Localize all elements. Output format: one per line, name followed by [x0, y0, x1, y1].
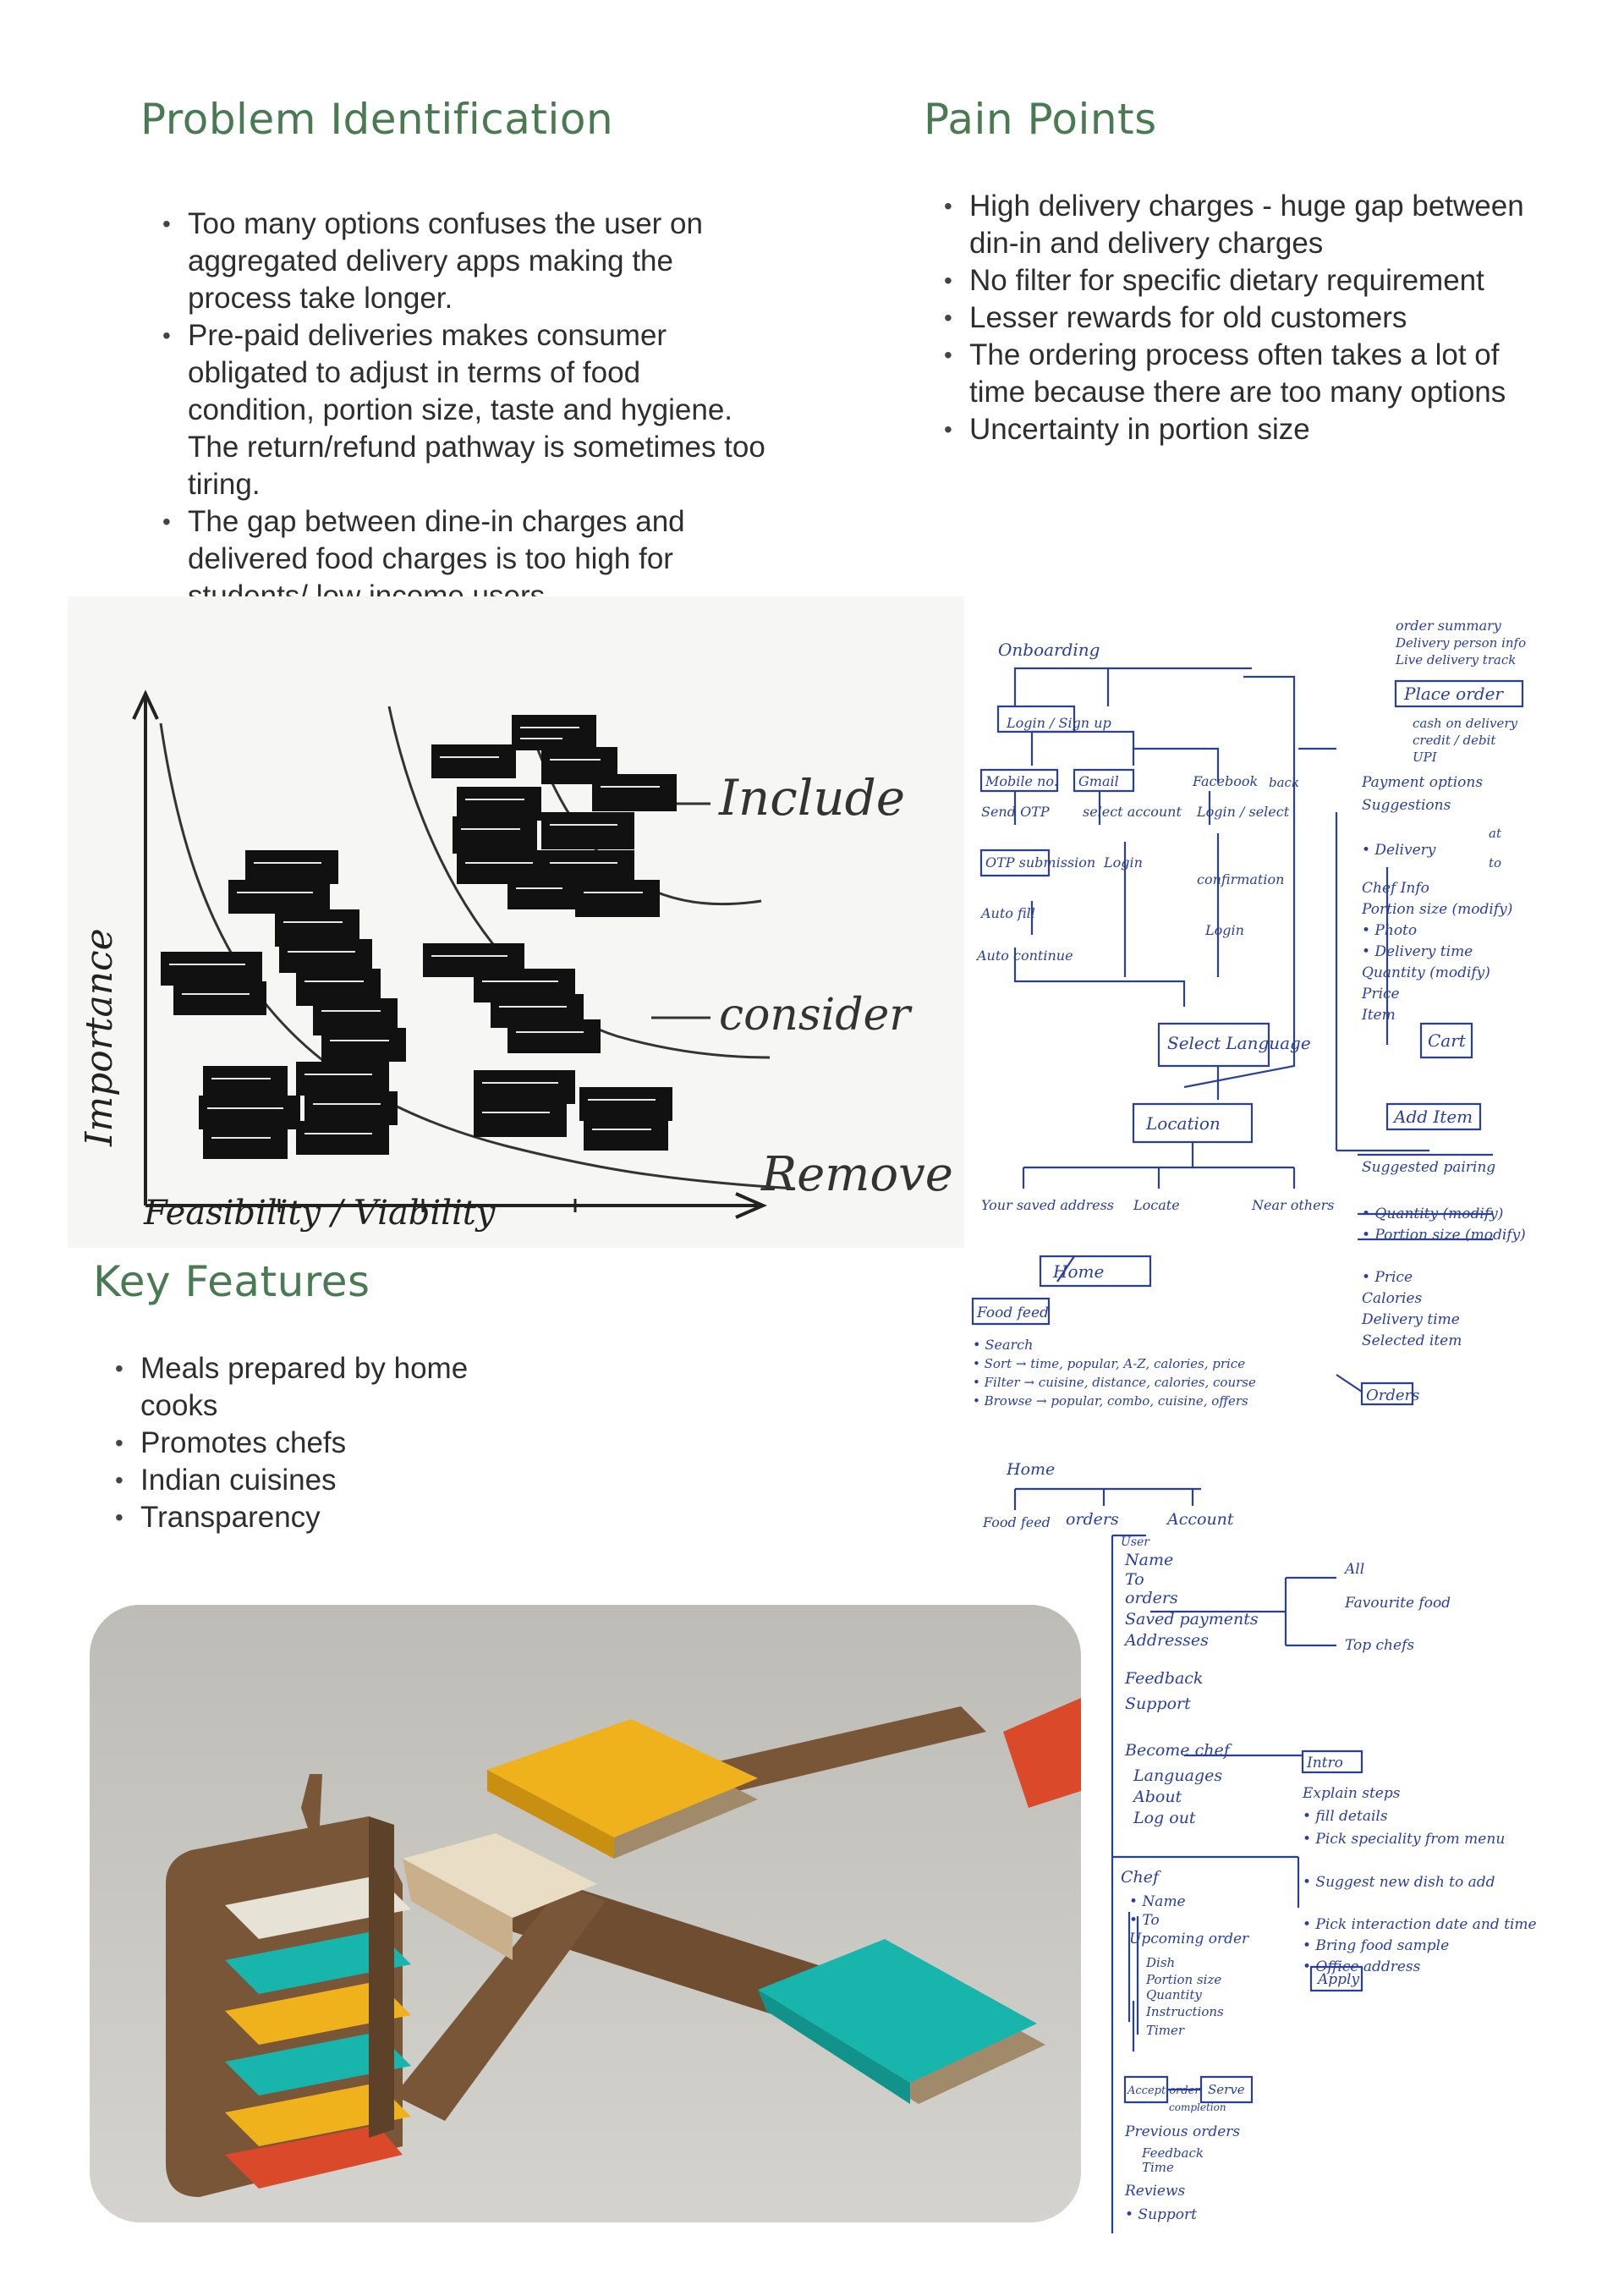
svg-text:Facebook: Facebook — [1193, 773, 1259, 789]
flow-note: Favourite food — [1345, 1595, 1451, 1612]
svg-text:Near others: Near others — [1252, 1197, 1335, 1213]
flow-note: Chef Info — [1362, 880, 1429, 897]
svg-text:• Search: • Search — [973, 1337, 1034, 1353]
svg-text:Quantity: Quantity — [1146, 1987, 1202, 2002]
svg-text:Locate: Locate — [1133, 1197, 1180, 1213]
pain-points-heading: Pain Points — [924, 95, 1157, 144]
flow-node: Place order — [1404, 684, 1503, 704]
svg-text:• fill details: • fill details — [1303, 1808, 1388, 1825]
svg-text:Explain steps: Explain steps — [1303, 1785, 1401, 1802]
flow-note: Addresses — [1125, 1631, 1209, 1650]
svg-text:Dish: Dish — [1146, 1955, 1176, 1970]
svg-text:credit / debit: credit / debit — [1413, 733, 1496, 748]
flow-note: Languages — [1133, 1766, 1223, 1785]
svg-text:• Filter → cuisine, distance,: • Filter → cuisine, distance, calories, course — [973, 1375, 1256, 1390]
flow-note: Suggested pairing — [1362, 1159, 1496, 1176]
key-features-list — [112, 1350, 501, 1536]
flow-note: Delivery person info — [1396, 635, 1527, 651]
flow-note: Calories — [1362, 1290, 1423, 1307]
pain-point-item: • No filter for specific dietary requirement — [941, 262, 1524, 299]
flow-node: orders — [1066, 1510, 1119, 1529]
svg-text:confirmation: confirmation — [1197, 871, 1285, 887]
svg-text:• Sort → time, popular, A-Z, c: • Sort → time, popular, A-Z, calories, price — [973, 1356, 1246, 1371]
svg-text:• Photo: • Photo — [1362, 922, 1418, 939]
flow-node: Select Language — [1167, 1033, 1311, 1053]
svg-text:cash on delivery: cash on delivery — [1413, 716, 1517, 731]
svg-text:• Name: • Name — [1129, 1893, 1186, 1910]
flow-node: Apply — [1318, 1971, 1360, 1988]
flow-note: Portion size (modify) — [1362, 901, 1513, 918]
flow-node: Onboarding — [998, 640, 1100, 660]
problem-list — [159, 206, 768, 615]
flow-note: Previous orders — [1125, 2123, 1241, 2140]
svg-text:Feedback: Feedback — [1142, 2145, 1204, 2161]
svg-text:• Pick interaction date and ti: • Pick interaction date and time — [1303, 1916, 1537, 1933]
flow-note: Become chef — [1125, 1741, 1230, 1760]
flow-node: Cart — [1428, 1030, 1466, 1051]
flow-note: Support — [1125, 1695, 1191, 1713]
flow-note: All — [1345, 1561, 1365, 1578]
svg-text:• Delivery: • Delivery — [1362, 842, 1436, 859]
flow-note: orders — [1125, 1589, 1178, 1607]
flow-note: order summary — [1396, 618, 1501, 634]
svg-text:select account: select account — [1083, 804, 1182, 820]
svg-text:• Price: • Price — [1362, 1269, 1413, 1286]
svg-text:completion: completion — [1169, 2101, 1226, 2113]
flow-node: Chef — [1121, 1868, 1160, 1887]
flow-note: Delivery time — [1362, 1311, 1460, 1328]
svg-text:Time: Time — [1142, 2160, 1174, 2175]
flow-node: Serve — [1208, 2082, 1245, 2097]
flow-note: Payment options — [1362, 774, 1484, 791]
flow-note: Upcoming order — [1129, 1931, 1249, 1947]
problem-item: • Pre-paid deliveries makes consumer obligated to adjust in terms of food condition, portion size, taste and hygiene. The return/refund pathway is sometimes too tiring. — [159, 317, 768, 503]
flow-node: Orders — [1366, 1387, 1420, 1404]
svg-text:• Office address: • Office address — [1303, 1958, 1421, 1975]
svg-text:UPI: UPI — [1413, 750, 1437, 765]
problem-identification-heading: Problem Identification — [140, 95, 614, 144]
flow-note: Selected item — [1362, 1332, 1462, 1349]
flow-node: Account — [1167, 1510, 1234, 1529]
svg-text:Send OTP: Send OTP — [981, 804, 1050, 820]
flow-node: Food feed — [983, 1514, 1051, 1530]
flow-note: Feedback — [1125, 1669, 1204, 1688]
flow-note: Quantity (modify) — [1362, 964, 1490, 981]
pain-point-item: • High delivery charges - huge gap between din-in and delivery charges — [941, 188, 1524, 262]
flow-note: Log out — [1133, 1809, 1196, 1827]
svg-text:Login / Sign up: Login / Sign up — [1007, 715, 1111, 731]
svg-text:• Delivery time: • Delivery time — [1362, 943, 1473, 960]
user-flow-sketch-top — [964, 613, 1548, 1438]
svg-text:Auto fill: Auto fill — [981, 905, 1035, 921]
pain-point-item: • The ordering process often takes a lot of time because there are too many options — [941, 337, 1524, 411]
svg-text:Timer: Timer — [1146, 2023, 1185, 2038]
flow-node: Food feed — [977, 1305, 1049, 1321]
svg-text:• Browse → popular, combo, cui: • Browse → popular, combo, cuisine, offers — [973, 1393, 1248, 1409]
flow-note: Suggestions — [1362, 797, 1451, 814]
svg-text:Auto continue: Auto continue — [977, 948, 1073, 964]
flow-node: Intro — [1307, 1755, 1343, 1771]
svg-text:Login / select: Login / select — [1197, 804, 1290, 820]
flow-node: Location — [1146, 1113, 1221, 1134]
svg-text:Mobile no.: Mobile no. — [985, 773, 1058, 789]
key-feature-item: • Meals prepared by home cooks — [112, 1350, 501, 1425]
svg-text:• Quantity (modify): • Quantity (modify) — [1362, 1206, 1504, 1222]
svg-text:• Pick speciality from menu: • Pick speciality from menu — [1303, 1831, 1506, 1848]
packaging-render-image — [90, 1605, 1081, 2222]
problem-item: • The gap between dine-in charges and delivered food charges is too high for — [159, 503, 768, 615]
flow-note: To — [1125, 1570, 1144, 1589]
svg-text:• Portion size (modify): • Portion size (modify) — [1362, 1227, 1526, 1244]
flow-node: User — [1121, 1535, 1149, 1549]
svg-text:at: at — [1489, 826, 1501, 841]
flow-note: Saved payments — [1125, 1610, 1259, 1629]
svg-text:OTP submission: OTP submission — [985, 854, 1096, 871]
svg-text:Portion size: Portion size — [1146, 1972, 1222, 1987]
svg-text:Your saved address: Your saved address — [981, 1197, 1114, 1213]
key-feature-item: • Indian cuisines — [112, 1462, 501, 1499]
svg-text:• Bring food sample: • Bring food sample — [1303, 1937, 1450, 1954]
flow-node: Home — [1007, 1460, 1056, 1479]
axis-y-label: Importance — [78, 928, 121, 1146]
pain-point-item: • Lesser rewards for old customers — [941, 299, 1524, 337]
zone-label: consider — [719, 990, 911, 1041]
flow-note: Top chefs — [1345, 1637, 1415, 1654]
flow-note: Price — [1362, 986, 1400, 1002]
svg-text:• To: • To — [1129, 1912, 1160, 1929]
flow-note: About — [1133, 1788, 1182, 1806]
key-features-heading: Key Features — [93, 1257, 370, 1306]
svg-text:Login: Login — [1104, 854, 1143, 871]
svg-text:Login: Login — [1205, 922, 1244, 938]
priority-matrix-sketch — [68, 596, 964, 1248]
svg-text:Gmail: Gmail — [1078, 773, 1119, 789]
key-feature-item: • Promotes chefs — [112, 1425, 501, 1462]
pain-points-list — [941, 188, 1524, 448]
svg-text:back: back — [1269, 775, 1300, 790]
flow-note: Item — [1362, 1007, 1396, 1024]
svg-text:• Support: • Support — [1125, 2206, 1197, 2223]
flow-note: Name — [1125, 1551, 1174, 1569]
svg-text:to: to — [1489, 855, 1502, 871]
flow-node: Add Item — [1394, 1107, 1473, 1127]
problem-item: • Too many options confuses the user on aggregated delivery apps making the process take longer. — [159, 206, 768, 317]
key-feature-item: • Transparency — [112, 1499, 501, 1536]
axis-x-label: Feasibility / Viability — [144, 1194, 496, 1233]
pain-point-item: • Uncertainty in portion size — [941, 411, 1524, 448]
flow-note: Reviews — [1125, 2183, 1186, 2200]
zone-label: Remove — [761, 1147, 953, 1202]
svg-text:Instructions: Instructions — [1146, 2004, 1224, 2019]
flow-note: Live delivery track — [1396, 652, 1517, 667]
svg-text:• Suggest new dish to add: • Suggest new dish to add — [1303, 1874, 1495, 1891]
zone-label: Include — [719, 769, 906, 827]
flow-node: Home — [1053, 1261, 1105, 1282]
flow-node: Accept order — [1127, 2085, 1200, 2097]
